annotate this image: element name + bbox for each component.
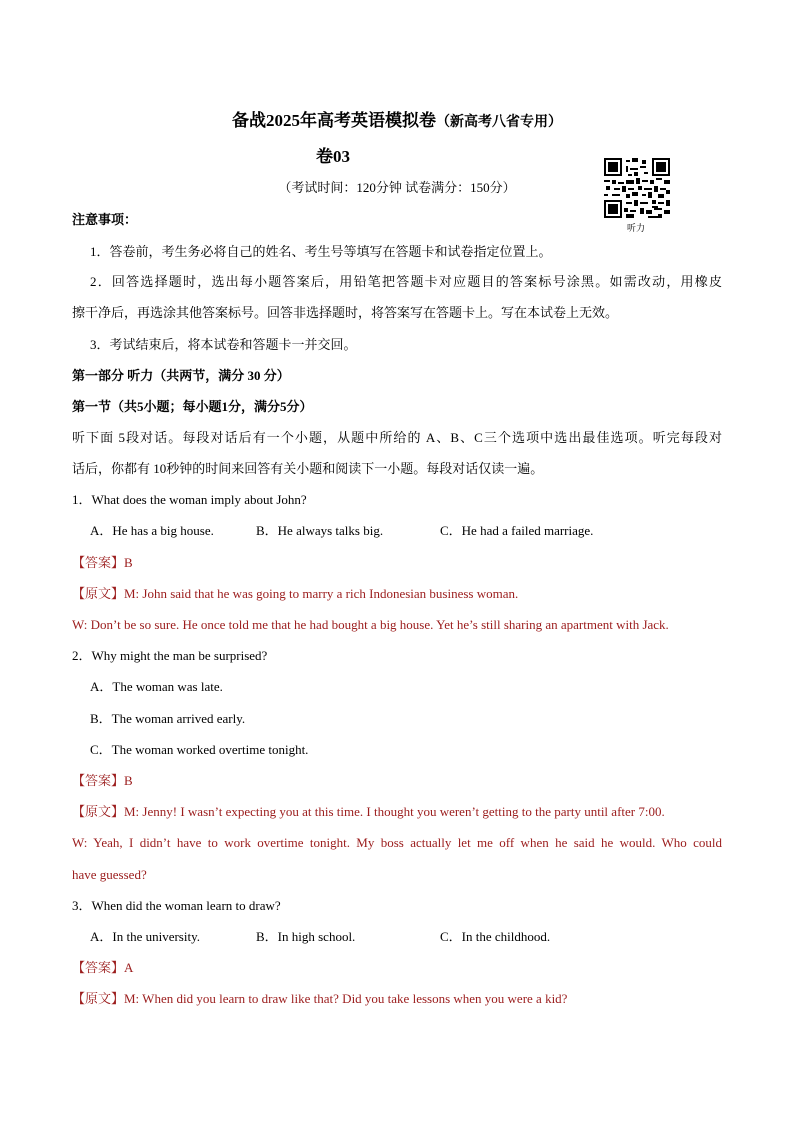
- question-2-option-a[interactable]: A．The woman was late.: [90, 679, 223, 694]
- question-3-transcript-1: 【原文】M: When did you learn to draw like that? Did you take lessons when you were a kid?: [72, 991, 568, 1006]
- question-2-stem: 2．Why might the man be surprised?: [72, 648, 268, 663]
- section1-heading: 第一节（共5小题；每小题1分，满分5分）: [72, 399, 313, 414]
- qr-code-icon[interactable]: [604, 158, 670, 218]
- question-3-option-b[interactable]: B．In high school.: [256, 929, 356, 944]
- notice-item-3: 3．考试结束后，将本试卷和答题卡一并交回。: [90, 337, 357, 352]
- notice-item-2-line-1: 2．回答选择题时，选出每小题答案后，用铅笔把答题卡对应题目的答案标号涂黑。如需改动，用橡皮: [90, 274, 722, 289]
- instructions-line-2: 话后，你都有 10秒钟的时间来回答有关小题和阅读下一小题。每段对话仅读一遍。: [72, 461, 544, 476]
- title-sub: （新高考八省专用）: [436, 115, 562, 130]
- question-3-option-c[interactable]: C．In the childhood.: [440, 929, 551, 944]
- paper-number: 卷03: [316, 147, 350, 166]
- question-1-stem: 1．What does the woman imply about John?: [72, 492, 307, 507]
- question-3-answer: 【答案】A: [72, 960, 134, 975]
- question-2-transcript-3: have guessed?: [72, 867, 147, 882]
- title-main: 备战2025年高考英语模拟卷: [232, 111, 436, 130]
- page-title: [0, 106, 794, 131]
- part1-heading: 第一部分 听力（共两节，满分 30 分）: [72, 368, 290, 383]
- question-2-option-c[interactable]: C．The woman worked overtime tonight.: [90, 742, 309, 757]
- notice-item-1: 1．答卷前，考生务必将自己的姓名、考生号等填写在答题卡和试卷指定位置上。: [90, 244, 552, 259]
- question-1-option-b[interactable]: B．He always talks big.: [256, 523, 384, 538]
- notice-heading: 注意事项：: [72, 212, 138, 227]
- question-1-transcript-1: 【原文】M: John said that he was going to marry a rich Indonesian business woman.: [72, 586, 519, 601]
- question-1-option-c[interactable]: C．He had a failed marriage.: [440, 523, 594, 538]
- question-1-transcript-2: W: Don’t be so sure. He once told me that he had bought a big house. Yet he’s still sharing an apartment with Jack.: [72, 617, 669, 632]
- question-2-transcript-1: 【原文】M: Jenny! I wasn’t expecting you at this time. I thought you weren’t getting to the party until after 7:00.: [72, 804, 665, 819]
- question-1-answer: 【答案】B: [72, 555, 133, 570]
- qr-label: 听力: [627, 223, 646, 233]
- instructions-line-1: 听下面 5段对话。每段对话后有一个小题，从题中所给的 A、B、C三个选项中选出最佳选项。听完每段对: [72, 430, 722, 445]
- question-1-option-a[interactable]: A．He has a big house.: [90, 523, 214, 538]
- notice-item-2-line-2: 擦干净后，再选涂其他答案标号。回答非选择题时，将答案写在答题卡上。写在本试卷上无效。: [72, 305, 619, 320]
- question-3-option-a[interactable]: A．In the university.: [90, 929, 200, 944]
- question-2-answer: 【答案】B: [72, 773, 133, 788]
- question-3-stem: 3．When did the woman learn to draw?: [72, 898, 281, 913]
- exam-info: （考试时间：120分钟 试卷满分：150分）: [278, 180, 516, 195]
- question-2-transcript-2: W: Yeah, I didn’t have to work overtime tonight. My boss actually let me off when he said he would. Who could: [72, 835, 722, 850]
- question-2-option-b[interactable]: B．The woman arrived early.: [90, 711, 246, 726]
